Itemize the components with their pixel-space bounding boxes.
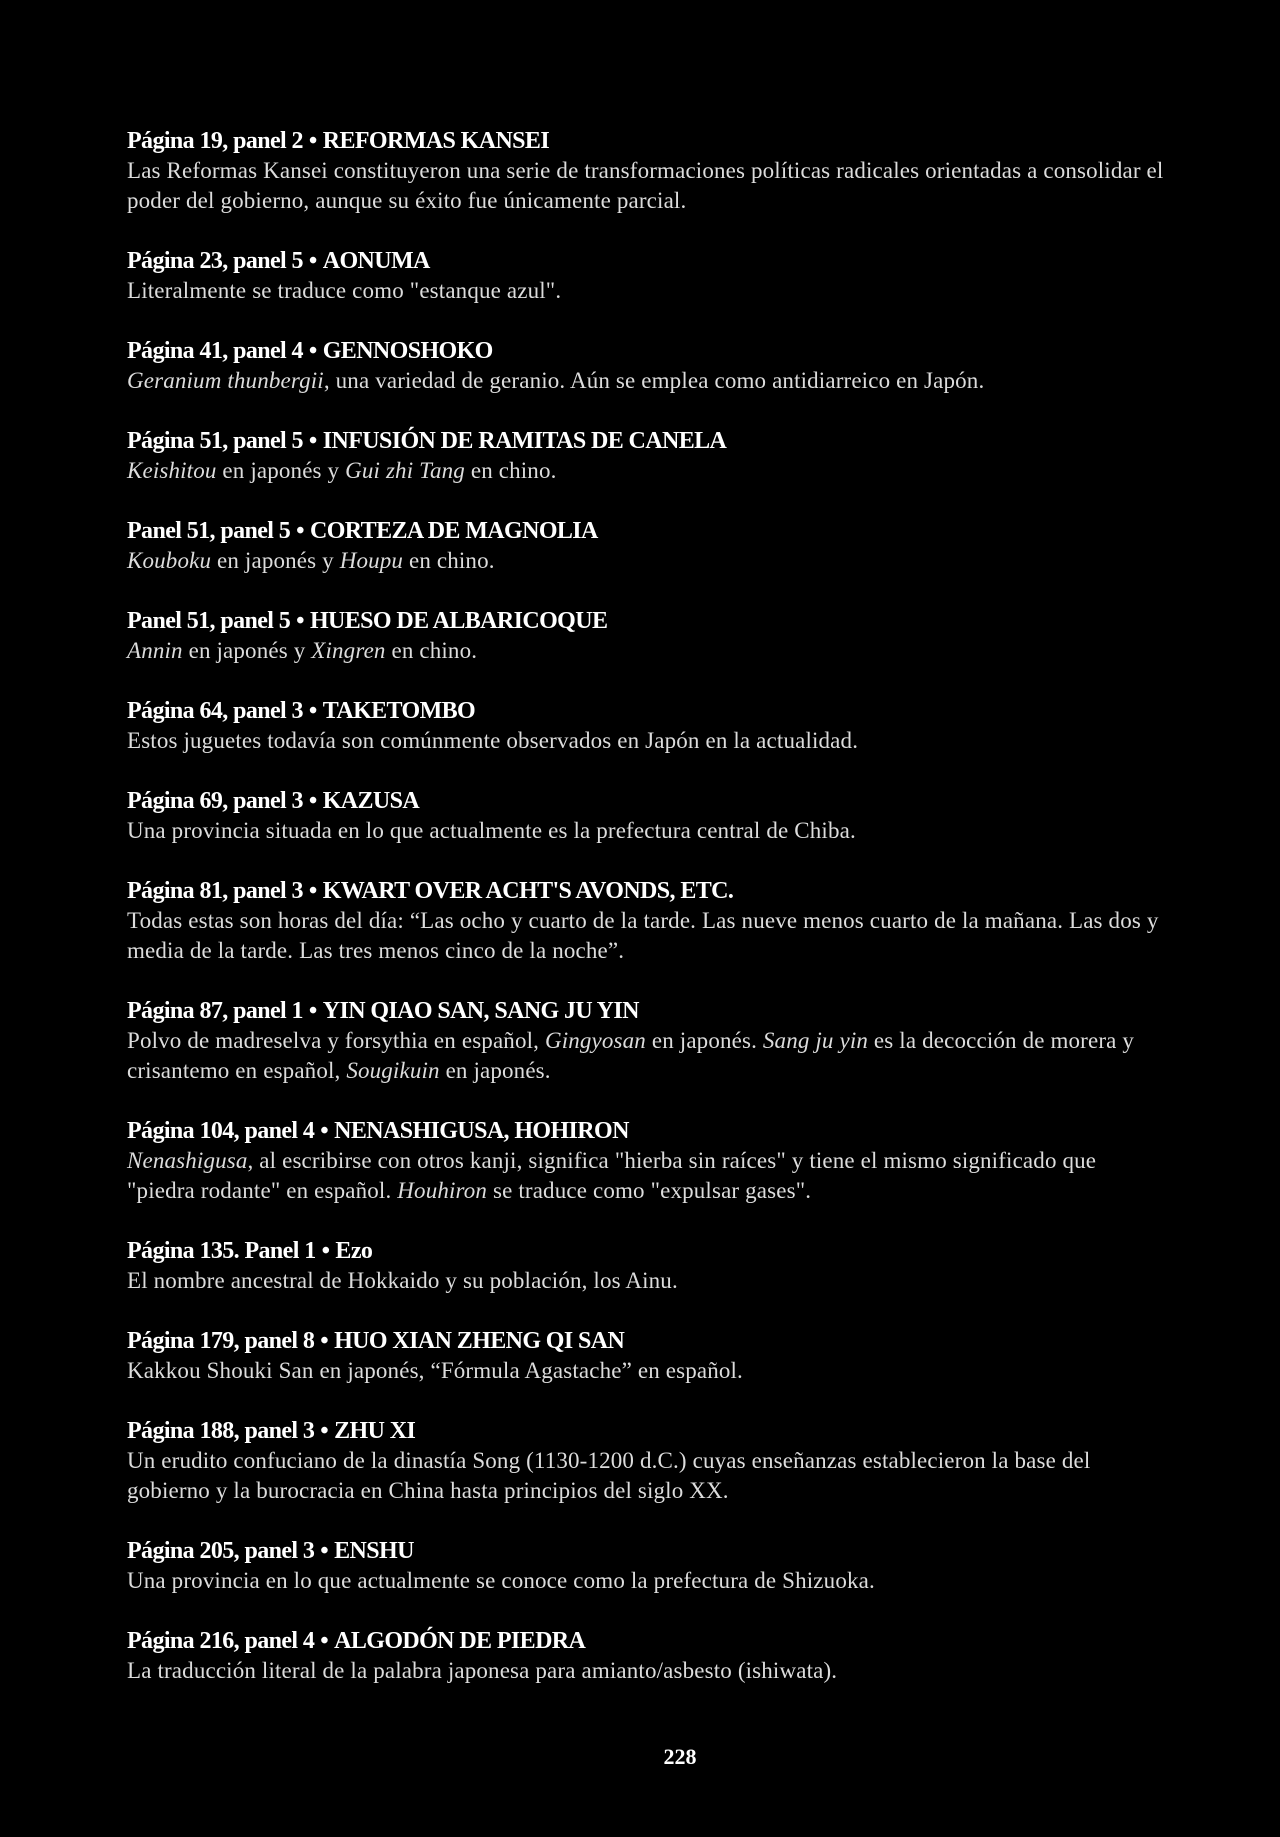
description-text: El nombre ancestral de Hokkaido y su población, los Ainu. [127,1268,678,1293]
entry-reference: Página 179, panel 8 [127,1328,315,1354]
entry-heading [127,516,1167,546]
description-text: Una provincia en lo que actualmente se conoce como la prefectura de Shizuoka. [127,1568,875,1593]
bullet-separator: • [308,128,317,154]
entry-description [127,636,1167,666]
bullet-separator: • [320,1418,329,1444]
description-text: se traduce como "expulsar gases". [487,1178,812,1203]
entry-term: YIN QIAO SAN, SANG JU YIN [322,998,639,1024]
entry-description [127,366,1167,396]
entry-term: INFUSIÓN DE RAMITAS DE CANELA [322,428,727,454]
glossary-entry [127,1116,1167,1206]
description-text: , una variedad de geranio. Aún se emplea como antidiarreico en Japón. [323,368,985,393]
entry-term: Ezo [335,1238,373,1264]
bullet-separator: • [308,338,317,364]
entry-description [127,726,1167,756]
bullet-separator: • [308,248,317,274]
entry-heading [127,336,1167,366]
entry-term: NENASHIGUSA, HOHIRON [334,1118,629,1144]
entry-term: GENNOSHOKO [322,338,493,364]
entry-heading [127,606,1167,636]
bullet-separator: • [308,878,317,904]
entry-description [127,276,1167,306]
entry-term: ZHU XI [334,1418,416,1444]
description-text: en chino. [385,638,478,663]
entry-description [127,1026,1167,1086]
description-text: La traducción literal de la palabra japonesa para amianto/asbesto (ishiwata). [127,1658,838,1683]
description-text: en chino. [403,548,495,573]
italic-term: Keishitou [127,458,217,483]
glossary-entry [127,1626,1167,1686]
entry-term: HUESO DE ALBARICOQUE [309,608,608,634]
entry-reference: Página 19, panel 2 [127,128,303,154]
entry-reference: Página 41, panel 4 [127,338,303,364]
entry-description [127,1356,1167,1386]
glossary-entry [127,336,1167,396]
glossary-entry [127,126,1167,216]
entry-term: KWART OVER ACHT'S AVONDS, ETC. [322,878,734,904]
entry-heading [127,1326,1167,1356]
glossary-entry [127,1416,1167,1506]
glossary-entry [127,996,1167,1086]
italic-term: Sougikuin [346,1058,440,1083]
entry-reference: Panel 51, panel 5 [127,608,291,634]
entry-heading [127,426,1167,456]
glossary-entry [127,876,1167,966]
entry-reference: Página 205, panel 3 [127,1538,315,1564]
description-text: en japonés. [645,1028,763,1053]
description-text: Todas estas son horas del día: “Las ocho y cuarto de la tarde. Las nueve menos cuarto de la mañana. Las dos y media de la tarde. Las tres menos cinco de la noche”. [127,908,1159,963]
italic-term: Nenashigusa [127,1148,248,1173]
description-text: en japonés. [439,1058,551,1083]
italic-term: Annin [127,638,183,663]
entry-heading [127,1116,1167,1146]
entry-heading [127,786,1167,816]
bullet-separator: • [308,788,317,814]
description-text: en japonés y [211,548,340,573]
entry-reference: Página 23, panel 5 [127,248,303,274]
entry-term: TAKETOMBO [322,698,476,724]
page-number: 228 [663,1744,697,1769]
bullet-separator: • [320,1628,329,1654]
italic-term: Houhiron [397,1178,488,1203]
glossary-entry [127,516,1167,576]
italic-term: Sang ju yin [762,1028,869,1053]
entry-description [127,456,1167,486]
glossary-entry [127,606,1167,666]
description-text: es la decocción de morera y crisantemo en español, [127,1028,1135,1083]
entry-description [127,906,1167,966]
description-text: Un erudito confuciano de la dinastía Song (1130-1200 d.C.) cuyas enseñanzas establecieron la base del gobierno y la burocracia en China hasta principios del siglo XX. [127,1448,1091,1503]
entry-description [127,546,1167,576]
bullet-separator: • [296,518,304,544]
entry-term: CORTEZA DE MAGNOLIA [309,518,598,544]
entry-reference: Página 104, panel 4 [127,1118,315,1144]
glossary-entry [127,1326,1167,1386]
bullet-separator: • [320,1118,329,1144]
bullet-separator: • [296,608,304,634]
glossary-entry [127,786,1167,846]
bullet-separator: • [308,428,317,454]
entry-reference: Página 216, panel 4 [127,1628,315,1654]
entry-description [127,1656,1167,1686]
italic-term: Kouboku [127,548,212,573]
entry-term: REFORMAS KANSEI [322,128,550,154]
entry-heading [127,696,1167,726]
description-text: en chino. [464,458,557,483]
glossary-entry [127,246,1167,306]
entry-heading [127,1416,1167,1446]
entry-heading [127,1236,1167,1266]
entry-term: ENSHU [334,1538,414,1564]
glossary-entry [127,696,1167,756]
entry-reference: Página 81, panel 3 [127,878,303,904]
entry-reference: Página 87, panel 1 [127,998,303,1024]
italic-term: Gui zhi Tang [345,458,465,483]
description-text: Una provincia situada en lo que actualmente es la prefectura central de Chiba. [127,818,856,843]
entry-reference: Página 69, panel 3 [127,788,303,814]
bullet-separator: • [320,1328,329,1354]
entry-heading [127,996,1167,1026]
entry-heading [127,876,1167,906]
bullet-separator: • [308,698,317,724]
glossary-notes [127,126,1167,1716]
italic-term: Gingyosan [544,1028,646,1053]
description-text: en japonés y [216,458,346,483]
description-text: Kakkou Shouki San en japonés, “Fórmula Agastache” en español. [127,1358,743,1383]
entry-description [127,1446,1167,1506]
bullet-separator: • [308,998,317,1024]
entry-term: HUO XIAN ZHENG QI SAN [334,1328,625,1354]
entry-heading [127,1536,1167,1566]
bullet-separator: • [321,1238,330,1264]
description-text: en japonés y [182,638,312,663]
glossary-entry [127,1236,1167,1296]
italic-term: Houpu [339,548,404,573]
entry-heading [127,246,1167,276]
description-text: Literalmente se traduce como "estanque azul". [127,278,562,303]
entry-reference: Página 135. Panel 1 [127,1238,316,1264]
glossary-entry [127,426,1167,486]
description-text: Estos juguetes todavía son comúnmente observados en Japón en la actualidad. [127,728,859,753]
entry-reference: Panel 51, panel 5 [127,518,291,544]
entry-description [127,1566,1167,1596]
entry-reference: Página 64, panel 3 [127,698,303,724]
entry-heading [127,1626,1167,1656]
entry-term: KAZUSA [322,788,420,814]
description-text: Las Reformas Kansei constituyeron una serie de transformaciones políticas radicales orientadas a consolidar el poder del gobierno, aunque su éxito fue únicamente parcial. [127,158,1164,213]
entry-term: AONUMA [322,248,430,274]
glossary-entry [127,1536,1167,1596]
italic-term: Geranium thunbergii [127,368,324,393]
entry-description [127,816,1167,846]
bullet-separator: • [320,1538,329,1564]
description-text: Polvo de madreselva y forsythia en español, [127,1028,545,1053]
entry-description [127,156,1167,216]
entry-term: ALGODÓN DE PIEDRA [334,1628,586,1654]
entry-reference: Página 51, panel 5 [127,428,303,454]
entry-reference: Página 188, panel 3 [127,1418,315,1444]
italic-term: Xingren [311,638,386,663]
entry-description [127,1146,1167,1206]
entry-description [127,1266,1167,1296]
description-text: , al escribirse con otros kanji, significa "hierba sin raíces" y tiene el mismo significado que "piedra rodante" en español. [127,1148,1097,1203]
entry-heading [127,126,1167,156]
